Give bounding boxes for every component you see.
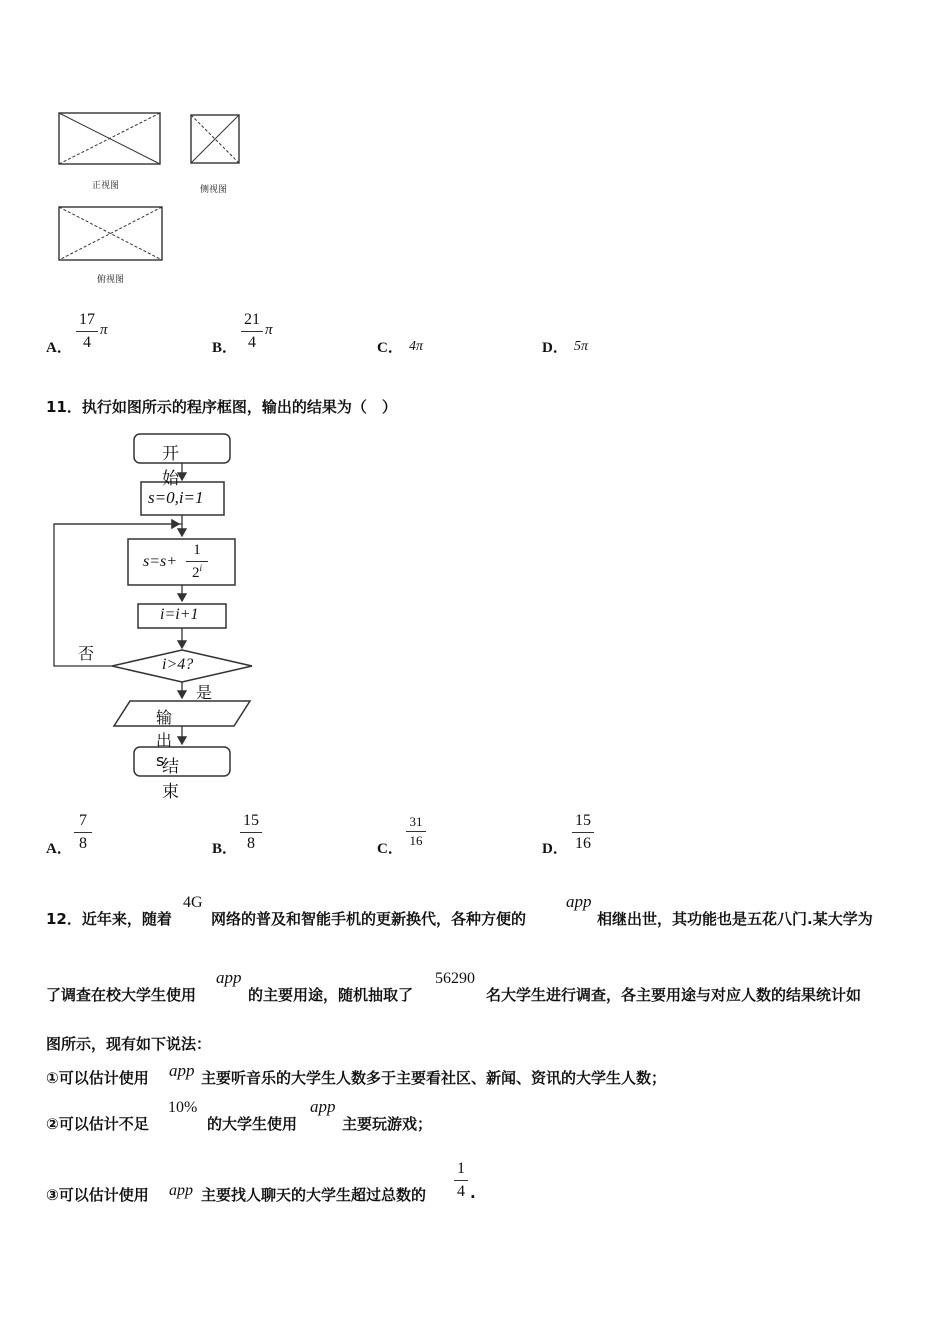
side-view-label: 侧视图 [200,185,228,195]
q10-option-b-numerator: 21 [244,311,260,328]
q12-line1-a: 12．近年来，随着 [46,910,172,928]
flowchart-diagram [40,428,270,788]
flow-start-box [134,434,230,463]
q12-statement1-a: ①可以估计使用 [46,1069,149,1087]
q11-option-d-letter[interactable]: D． [542,841,568,857]
q11-option-a-numerator: 7 [79,812,87,829]
q10-option-b-denominator: 4 [248,333,256,351]
q12-statement3-end: . [470,1184,476,1202]
q12-line2-number: 56290 [435,970,475,987]
q10-option-a-letter[interactable]: A． [46,340,72,356]
q10-option-a-denominator: 4 [83,333,91,351]
q10-option-d-letter[interactable]: D． [542,340,568,356]
q12-statement3-app: app [169,1182,193,1199]
q11-option-c-numerator: 31 [409,814,423,829]
q12-line1-b: 网络的普及和智能手机的更新换代，各种方便的 [211,910,527,928]
q10-option-b-letter[interactable]: B． [212,340,238,356]
q12-statement3-b: 主要找人聊天的大学生超过总数的 [201,1186,427,1204]
q12-line1-app: app [566,892,592,911]
top-view-drawing [58,206,164,262]
flow-update-fraction [186,542,208,581]
q11-option-c-denominator: 16 [409,833,423,849]
q10-option-c-letter[interactable]: C． [377,340,403,356]
q12-line2-b: 的主要用途，随机抽取了 [248,986,414,1004]
q12-line2-c: 名大学生进行调查，各主要用途与对应人数的结果统计如 [486,986,862,1004]
flow-update-lhs: s=s+ [143,553,178,570]
q12-line2-a: 了调查在校大学生使用 [46,986,197,1004]
q11-option-b-letter[interactable]: B． [212,841,238,857]
q12-line1-4g: 4G [183,894,203,911]
q12-statement2-b: 的大学生使用 [207,1115,298,1133]
side-view-drawing [190,114,242,166]
q12-statement1-app: app [169,1061,195,1080]
flow-output-parallelogram [114,701,250,726]
q10-option-a-numerator: 17 [79,311,95,328]
q11-option-b-numerator: 15 [243,812,259,829]
q10-option-c-value: 4π [409,339,424,354]
q12-statement3-fraction [454,1160,468,1200]
q12-line3: 图所示，现有如下说法： [46,1035,212,1053]
flow-update-exponent: i [199,562,202,573]
q12-statement3-a: ③可以估计使用 [46,1186,149,1204]
q12-line1-c: 相继出世，其功能也是五花八门.某大学为 [597,910,873,928]
q11-option-a-letter[interactable]: A． [46,841,72,857]
flow-end-box [134,747,230,776]
q12-statement3-denominator: 4 [457,1182,465,1200]
q11-option-c-letter[interactable]: C． [377,841,403,857]
q10-option-a-fraction [76,311,98,351]
q12-statement2-app: app [310,1097,336,1116]
q12-statement2-percent: 10% [168,1099,198,1116]
flow-init-text: s=0,i=1 [148,488,204,507]
front-view-label: 正视图 [92,181,120,191]
q12-statement1-b: 主要听音乐的大学生人数多于主要看社区、新闻、资讯的大学生人数； [201,1069,667,1087]
q12-line2-app: app [216,968,242,987]
flow-end-text: 结束 [162,757,179,802]
q11-option-a-fraction [74,812,92,852]
flow-no-label: 否 [78,644,95,663]
flow-increment-text: i=i+1 [160,606,199,623]
q11-option-b-denominator: 8 [247,834,255,852]
flow-yes-label: 是 [196,683,213,702]
q11-option-b-fraction [240,812,262,852]
q11-option-a-denominator: 8 [79,834,87,852]
q11-option-d-fraction [572,812,594,852]
q12-statement3-numerator: 1 [457,1160,465,1177]
q10-option-d-value: 5π [574,339,589,354]
top-view-label: 俯视图 [97,275,125,285]
flow-output-text: 输出 s [156,708,173,770]
q10-option-b-fraction [241,311,263,351]
q11-stem: 11．执行如图所示的程序框图，输出的结果为（ ） [46,398,397,416]
flow-update-numerator: 1 [193,542,201,558]
front-view-drawing [58,112,162,166]
flow-condition-text: i>4? [162,656,194,673]
flow-update-denominator: 2$^i$ [191,562,202,581]
q11-option-c-fraction [406,815,426,849]
q12-statement2-a: ②可以估计不足 [46,1115,149,1133]
flow-start-text: 开始 [162,444,179,489]
q11-option-d-numerator: 15 [575,812,591,829]
q10-option-b-pi: π [265,322,273,338]
q11-option-d-denominator: 16 [575,834,591,852]
q12-statement2-c: 主要玩游戏； [342,1115,433,1133]
q10-option-a-pi: π [100,322,108,338]
